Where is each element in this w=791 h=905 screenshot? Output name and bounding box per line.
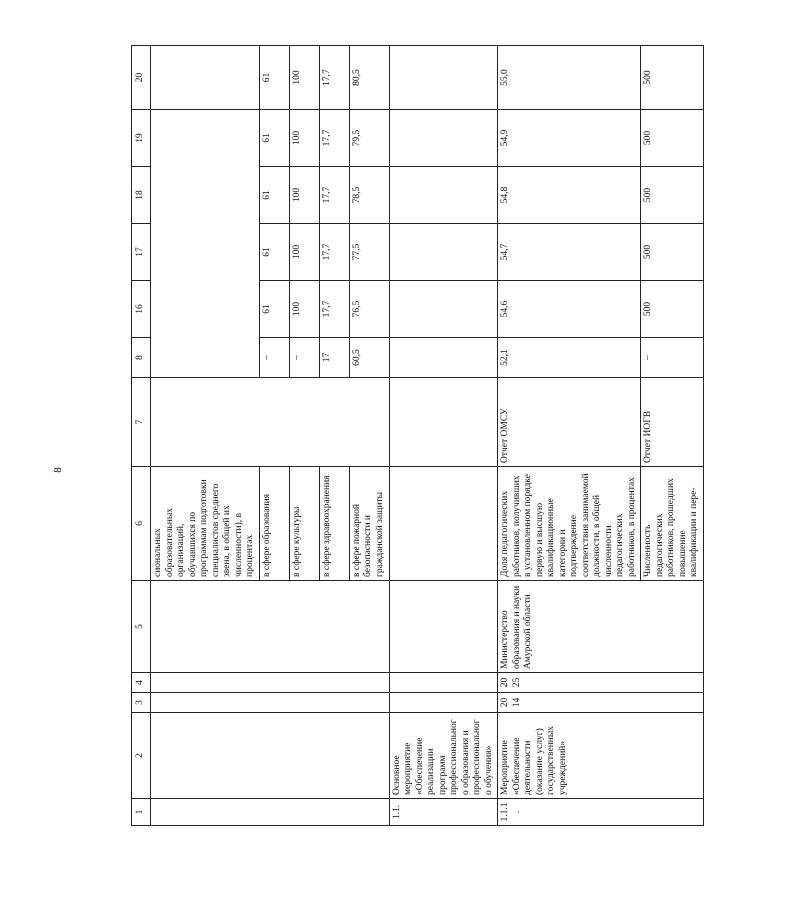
data-source: Отчет ОМСУ [498,378,641,467]
cell-empty [389,281,498,338]
value-cell: 61 [259,224,289,281]
value-cell: 54,6 [498,281,641,338]
cell-empty [151,693,390,713]
col-header: 2 [132,713,151,799]
executor: Министерство образования и науки Амурской области [498,581,704,673]
cell-empty [389,110,498,167]
start-year: 2014 [498,693,704,713]
value-cell: 17,7 [319,224,349,281]
cell-empty [389,693,498,713]
value-cell: 76,5 [349,281,389,338]
cell-empty [151,713,390,799]
col-header: 7 [132,378,151,467]
col-header: 18 [132,167,151,224]
value-cell: 500 [641,167,704,224]
cell-empty [151,378,390,467]
col-header: 1 [132,799,151,826]
value-cell: 100 [289,167,319,224]
cell-empty [389,467,498,581]
indicator-text: сиональных образовательных организаций, обучавшихся по программам подготовки специалистов среднего звена, в общей их численности), в процентах [151,467,260,581]
value-cell: 100 [289,224,319,281]
cell-empty [389,167,498,224]
value-cell: 79,5 [349,110,389,167]
value-cell: 100 [289,46,319,110]
col-header: 6 [132,467,151,581]
cell-empty [151,110,260,378]
cell-empty [151,46,260,110]
cell-empty [389,46,498,110]
sub-indicator: в сфере здравоохранения [319,467,349,581]
sub-indicator: в сфере пожарной безопасности и гражданской защиты [349,467,389,581]
value-cell: 500 [641,110,704,167]
value-cell: 78,5 [349,167,389,224]
col-header: 4 [132,673,151,693]
value-cell: 500 [641,46,704,110]
header-row [132,46,151,826]
value-cell: 80,5 [349,46,389,110]
row-number: 1.1. [389,799,498,826]
table-row [498,46,641,826]
value-cell: 54,8 [498,167,641,224]
col-header: 20 [132,46,151,110]
col-header: 19 [132,110,151,167]
cell-empty [151,673,390,693]
sub-indicator: в сфере культуры [289,467,319,581]
value-cell: 500 [641,281,704,338]
value-cell: 55,0 [498,46,641,110]
value-cell: 61 [259,281,289,338]
cell-empty [389,378,498,467]
value-cell: 17,7 [319,46,349,110]
cell-empty [389,673,498,693]
cell-empty [151,799,390,826]
col-header: 16 [132,281,151,338]
cell-empty [389,338,498,378]
value-cell: 61 [259,167,289,224]
value-cell: 17,7 [319,110,349,167]
activity-name: Мероприятие «Обеспечение деятельности (оказание услуг) государственных учреждений» [498,713,704,799]
value-cell: 52,1 [498,338,641,378]
indicator-text: Доля педагогических работников, получивших в установленном порядке первую и высшую квалификационные категории и подтверждение соответствия занимаемой должности, в общей численности педагогических работников, в процентах [498,467,641,581]
value-cell: 17,7 [319,281,349,338]
activity-name: Основное мероприятие «Обеспечение реализации программ профессионального образования и профессионального обучения» [389,713,498,799]
cell-empty [151,581,390,673]
value-cell: 60,5 [349,338,389,378]
page-number: 8 [52,467,64,473]
value-cell: 100 [289,110,319,167]
value-cell: 77,5 [349,224,389,281]
value-cell: 61 [259,110,289,167]
col-header: 3 [132,693,151,713]
value-cell: 17 [319,338,349,378]
value-cell: 54,7 [498,224,641,281]
table-row [389,46,498,826]
program-table [131,45,704,826]
data-source: Отчет ИОГВ [641,378,704,467]
indicator-text: Численность педагогических работников, прошедших повышение квалификации и пере- [641,467,704,581]
value-cell: – [289,338,319,378]
sub-indicator: в сфере образования [259,467,289,581]
col-header: 5 [132,581,151,673]
col-header: 8 [132,338,151,378]
rotated-table-container [131,46,791,826]
value-cell: 17,7 [319,167,349,224]
value-cell: – [641,338,704,378]
value-cell: – [259,338,289,378]
cell-empty [389,581,498,673]
table-row [151,46,260,826]
cell-empty [389,224,498,281]
value-cell: 100 [289,281,319,338]
col-header: 17 [132,224,151,281]
value-cell: 61 [259,46,289,110]
end-year: 2025 [498,673,704,693]
value-cell: 500 [641,224,704,281]
value-cell: 54,9 [498,110,641,167]
row-number: 1.1.1. [498,799,704,826]
